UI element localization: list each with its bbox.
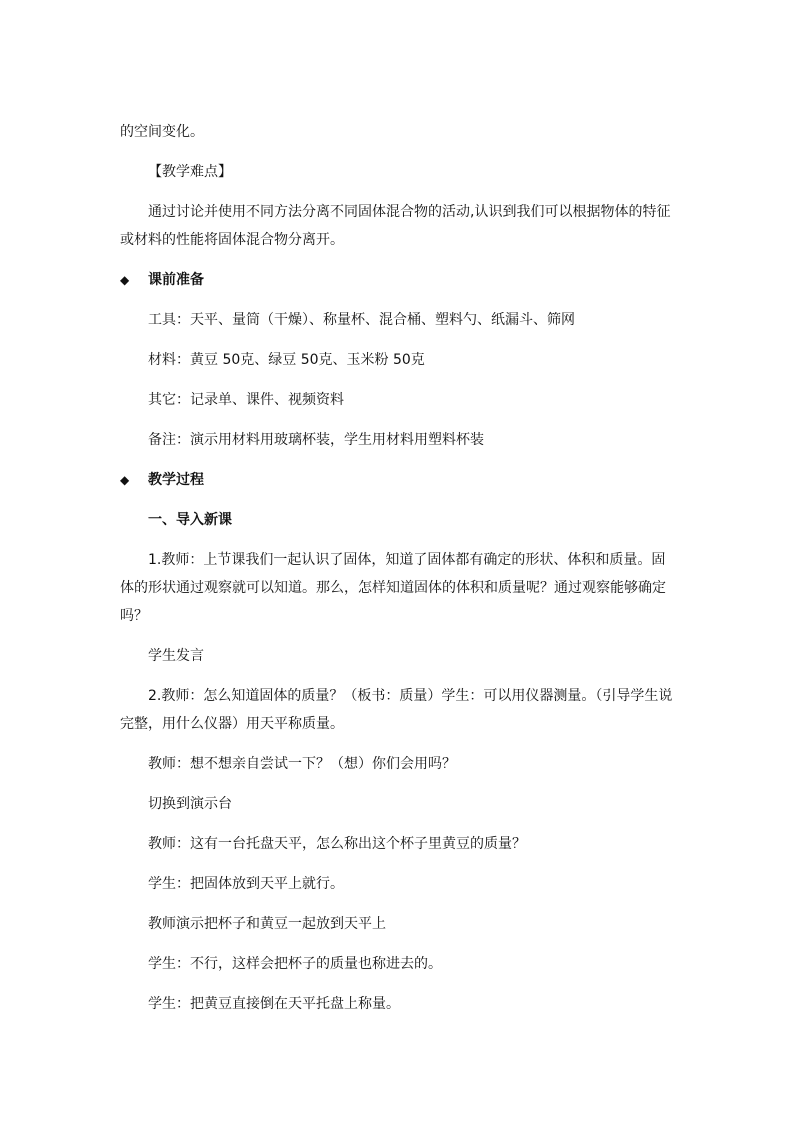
paragraph-other-resources: 其它：记录单、课件、视频资料 (148, 392, 344, 408)
paragraph-teacher-try: 教师：想不想亲自尝试一下？（想）你们会用吗？ (148, 756, 456, 772)
heading-teaching-process: 教学过程 (148, 472, 204, 488)
bullet-teaching-process (120, 466, 678, 494)
paragraph-materials: 材料：黄豆 50克、绿豆 50克、玉米粉 50克 (148, 352, 425, 368)
bullet-preparation (120, 266, 678, 294)
paragraph-teacher-review: 1.教师：上节课我们一起认识了固体，知道了固体都有确定的形状、体积和质量。固体的形状通过观察就可以知道。那么，怎样知道固体的体积和质量呢？通过观察能够确定吗？ (120, 552, 666, 624)
diamond-bullet-icon: ◆ (120, 273, 130, 287)
paragraph-teacher-demo: 教师演示把杯子和黄豆一起放到天平上 (148, 916, 386, 932)
paragraph-space-change: 的空间变化。 (120, 124, 204, 140)
paragraph-switch-demo: 切换到演示台 (148, 796, 232, 812)
document-content (120, 118, 678, 1030)
paragraph-student-answer-2: 学生：不行，这样会把杯子的质量也称进去的。 (148, 956, 442, 972)
heading-teaching-difficulty: 【教学难点】 (148, 164, 232, 180)
paragraph-student-answer-3: 学生：把黄豆直接倒在天平托盘上称量。 (148, 996, 400, 1012)
paragraph-student-answer-1: 学生：把固体放到天平上就行。 (148, 876, 344, 892)
paragraph-note: 备注：演示用材料用玻璃杯装，学生用材料用塑料杯装 (148, 432, 484, 448)
heading-introduction: 一、导入新课 (148, 512, 232, 528)
paragraph-teacher-mass: 2.教师：怎么知道固体的质量？（板书：质量）学生：可以用仪器测量。（引导学生说完整，用什么仪器）用天平称质量。 (120, 688, 673, 732)
paragraph-student-speak: 学生发言 (148, 648, 204, 664)
diamond-bullet-icon: ◆ (120, 473, 130, 487)
paragraph-teaching-difficulty: 通过讨论并使用不同方法分离不同固体混合物的活动,认识到我们可以根据物体的特征或材料的性能将固体混合物分离开。 (120, 204, 671, 248)
heading-preparation: 课前准备 (148, 272, 204, 288)
paragraph-balance-question: 教师：这有一台托盘天平，怎么称出这个杯子里黄豆的质量？ (148, 836, 526, 852)
paragraph-tools: 工具：天平、量筒（干燥）、称量杯、混合桶、塑料勺、纸漏斗、筛网 (148, 312, 575, 328)
